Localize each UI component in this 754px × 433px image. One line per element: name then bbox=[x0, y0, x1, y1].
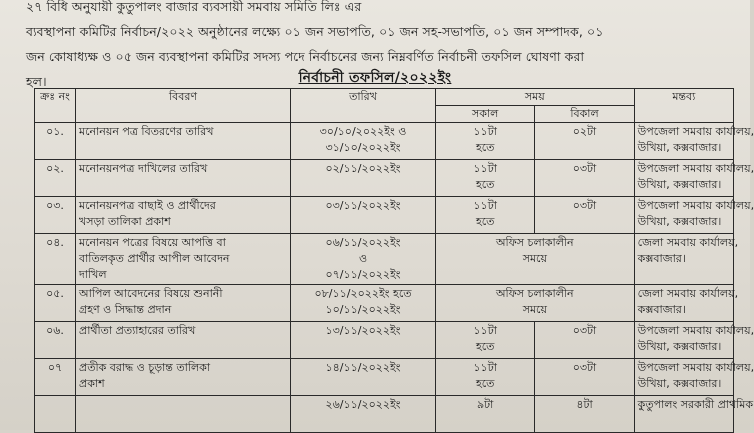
intro-line: হল। bbox=[26, 74, 47, 89]
row-morning-time bbox=[436, 322, 535, 359]
row-afternoon-time bbox=[535, 160, 634, 197]
row-serial bbox=[35, 160, 76, 197]
row-morning-time-text: ১১টা bbox=[473, 199, 497, 212]
row-office-hours bbox=[436, 285, 635, 322]
row-date-text: ০৩/১১/২০২২ইং bbox=[325, 199, 401, 212]
row-remarks-text: উখিয়া, কক্সবাজার। bbox=[637, 178, 722, 191]
row-serial-text: ০৫. bbox=[46, 287, 64, 300]
row-serial-text: ০৬. bbox=[46, 324, 64, 337]
intro-line: ২৭ বিধি অনুযায়ী কুতুপালং বাজার ব্যবসায়ী সমবায় সমিতি লিঃ এর bbox=[26, 0, 362, 14]
row-description-text: প্রতীক বরাদ্ধ ও চূড়ান্ত তালিকা bbox=[79, 361, 211, 374]
row-morning-time-text: ১১টা bbox=[473, 125, 497, 138]
row-office-hours bbox=[436, 234, 635, 285]
row-remarks-text: উখিয়া, কক্সবাজার। bbox=[637, 215, 722, 228]
row-description-text: মনোনয়নপত্র বাছাই ও প্রার্থীদের bbox=[79, 199, 216, 212]
row-serial bbox=[35, 359, 76, 396]
row-description-text: প্রকাশ bbox=[79, 377, 105, 390]
schedule-row bbox=[35, 359, 734, 396]
row-serial bbox=[35, 285, 76, 322]
row-serial bbox=[35, 396, 76, 433]
row-date-text: ০২/১১/২০২২ইং bbox=[325, 162, 401, 175]
row-remarks-text: কুতুপালং সরকারী প্রাথমিক bbox=[637, 398, 754, 411]
row-remarks bbox=[634, 197, 754, 234]
row-date bbox=[291, 285, 436, 322]
row-description bbox=[76, 123, 291, 160]
row-description bbox=[76, 322, 291, 359]
header-serial: ক্রঃ নং bbox=[35, 89, 76, 123]
row-description bbox=[76, 197, 291, 234]
row-serial-text: ০২. bbox=[46, 162, 64, 175]
row-serial-text: ০৩. bbox=[46, 199, 64, 212]
row-remarks-text: উপজেলা সমবায় কার্যালয়, bbox=[637, 125, 754, 138]
row-morning-time bbox=[436, 160, 535, 197]
schedule-row bbox=[35, 396, 734, 433]
row-afternoon-time bbox=[535, 197, 634, 234]
row-date bbox=[291, 322, 436, 359]
row-description-text: মনোনয়ন পত্রের বিষয়ে আপত্তি বা bbox=[79, 236, 226, 249]
row-remarks bbox=[634, 285, 739, 322]
header-date: তারিখ bbox=[291, 89, 436, 123]
row-date-text: ০৮/১১/২০২২ইং হতে bbox=[314, 287, 412, 300]
row-date-text: ও bbox=[358, 252, 368, 265]
row-afternoon-time-text: ০৩টা bbox=[572, 361, 597, 374]
row-date bbox=[291, 234, 436, 285]
row-remarks-text: উপজেলা সমবায় কার্যালয়, bbox=[637, 361, 754, 374]
schedule-row bbox=[35, 322, 734, 359]
election-schedule-table bbox=[34, 88, 754, 433]
row-remarks-text: জেলা সমবায় কার্যালয়, bbox=[637, 236, 739, 249]
row-morning-time bbox=[436, 359, 535, 396]
row-serial-text: ০১. bbox=[46, 125, 64, 138]
row-date-text: ১৩/১১/২০২২ইং bbox=[325, 324, 401, 337]
row-morning-time-text: হতে bbox=[475, 141, 495, 154]
row-description-text: আপিল আবেদনের বিষয়ে শুনানী bbox=[79, 287, 223, 300]
row-date-text: ৩১/১০/২০২২ইং bbox=[325, 141, 401, 154]
row-date bbox=[291, 197, 436, 234]
row-afternoon-time bbox=[535, 322, 634, 359]
row-date bbox=[291, 160, 436, 197]
row-office-hours-text: অফিস চলাকালীন bbox=[496, 236, 574, 249]
row-description bbox=[76, 285, 291, 322]
header-description: বিবরণ bbox=[76, 89, 291, 123]
row-description-text: গ্রহণ ও সিদ্ধান্ত প্রদান bbox=[79, 303, 172, 316]
row-date-text: ২৬/১১/২০২২ইং bbox=[325, 398, 401, 411]
row-serial bbox=[35, 234, 76, 285]
row-morning-time-text: ৯টা bbox=[477, 398, 494, 411]
row-description-text: বাতিলকৃত প্রার্থীর আপীল আবেদন bbox=[79, 252, 230, 265]
row-remarks bbox=[634, 396, 754, 433]
row-serial bbox=[35, 197, 76, 234]
row-description-text: খসড়া তালিকা প্রকাশ bbox=[79, 215, 171, 228]
row-morning-time-text: হতে bbox=[475, 340, 495, 353]
row-morning-time-text: হতে bbox=[475, 377, 495, 390]
header-time: সময় bbox=[436, 89, 635, 106]
row-morning-time-text: হতে bbox=[475, 178, 495, 191]
row-afternoon-time-text: ০৩টা bbox=[572, 162, 597, 175]
header-afternoon: বিকাল bbox=[535, 106, 634, 123]
schedule-row bbox=[35, 285, 734, 322]
row-afternoon-time-text: ০৩টা bbox=[572, 199, 597, 212]
row-date bbox=[291, 359, 436, 396]
row-date-text: ৩০/১০/২০২২ইং ও bbox=[319, 125, 407, 138]
row-afternoon-time bbox=[535, 359, 634, 396]
row-remarks-text: উপজেলা সমবায় কার্যালয়, bbox=[637, 162, 754, 175]
row-description-text: প্রার্থীতা প্রত্যাহারের তারিখ bbox=[79, 324, 196, 337]
row-afternoon-time-text: ০২টা bbox=[572, 125, 597, 138]
row-remarks bbox=[634, 123, 754, 160]
row-afternoon-time bbox=[535, 123, 634, 160]
row-morning-time-text: ১১টা bbox=[473, 324, 497, 337]
schedule-row bbox=[35, 160, 734, 197]
row-date-text: ০৭/১১/২০২২ইং bbox=[325, 268, 401, 281]
row-morning-time-text: ১১টা bbox=[473, 162, 497, 175]
row-office-hours-text: সময়ে bbox=[522, 252, 547, 265]
row-description-text: মনোনয়ন পত্র বিতরণের তারিখ bbox=[79, 125, 214, 138]
row-remarks bbox=[634, 160, 754, 197]
row-office-hours-text: অফিস চলাকালীন bbox=[496, 287, 574, 300]
row-date-text: ০৬/১১/২০২২ইং bbox=[325, 236, 401, 249]
row-serial bbox=[35, 123, 76, 160]
row-serial bbox=[35, 322, 76, 359]
row-remarks bbox=[634, 234, 739, 285]
row-remarks-text: কক্সবাজার। bbox=[637, 303, 686, 316]
row-remarks-text: উখিয়া, কক্সবাজার। bbox=[637, 340, 722, 353]
row-date bbox=[291, 396, 436, 433]
header-morning: সকাল bbox=[436, 106, 535, 123]
row-description bbox=[76, 234, 291, 285]
row-date bbox=[291, 123, 436, 160]
schedule-heading: নির্বাচনী তফসিল/২০২২ইং bbox=[298, 70, 452, 86]
row-morning-time bbox=[436, 396, 535, 433]
row-remarks bbox=[634, 322, 754, 359]
row-remarks-text: উপজেলা সমবায় কার্যালয়, bbox=[637, 324, 754, 337]
row-date-text: ১০/১১/২০২২ইং bbox=[325, 303, 401, 316]
row-serial-text: ০৭ bbox=[47, 361, 63, 374]
row-serial-text: ০৪. bbox=[46, 236, 64, 249]
row-remarks-text: উপজেলা সমবায় কার্যালয়, bbox=[637, 199, 754, 212]
row-description-text: দাখিল bbox=[79, 268, 107, 281]
row-morning-time-text: হতে bbox=[475, 215, 495, 228]
row-office-hours-text: সময়ে bbox=[522, 303, 547, 316]
intro-line: ব্যবস্থাপনা কমিটির নির্বাচন/২০২২ অনুষ্ঠানের লক্ষ্যে ০১ জন সভাপতি, ০১ জন সহ-সভাপতি, ০১ জন সম্পাদক, ০১ bbox=[26, 24, 604, 39]
row-description bbox=[76, 359, 291, 396]
row-afternoon-time bbox=[535, 396, 634, 433]
schedule-row bbox=[35, 234, 734, 285]
row-date-text: ১৪/১১/২০২২ইং bbox=[325, 361, 401, 374]
row-morning-time-text: ১১টা bbox=[473, 361, 497, 374]
intro-line: জন কোষাধ্যক্ষ ও ০৫ জন ব্যবস্থাপনা কমিটির সদস্য পদে নির্বাচনের জন্য নিম্নবর্ণিত নির্বাচনী তফসিল ঘোষণা করা bbox=[26, 49, 585, 64]
row-remarks-text: উখিয়া, কক্সবাজার। bbox=[637, 141, 722, 154]
row-remarks-text: উখিয়া, কক্সবাজার। bbox=[637, 377, 722, 390]
row-remarks-text: কক্সবাজার। bbox=[637, 252, 686, 265]
row-morning-time bbox=[436, 123, 535, 160]
schedule-row bbox=[35, 197, 734, 234]
row-remarks bbox=[634, 359, 754, 396]
row-afternoon-time-text: ৪টা bbox=[576, 398, 593, 411]
row-remarks-text: জেলা সমবায় কার্যালয়, bbox=[637, 287, 739, 300]
row-description bbox=[76, 396, 291, 433]
row-afternoon-time-text: ০৩টা bbox=[572, 324, 597, 337]
header-remarks: মন্তব্য bbox=[634, 89, 733, 123]
row-description-text: মনোনয়নপত্র দাখিলের তারিখ bbox=[79, 162, 208, 175]
row-description bbox=[76, 160, 291, 197]
row-morning-time bbox=[436, 197, 535, 234]
schedule-row bbox=[35, 123, 734, 160]
